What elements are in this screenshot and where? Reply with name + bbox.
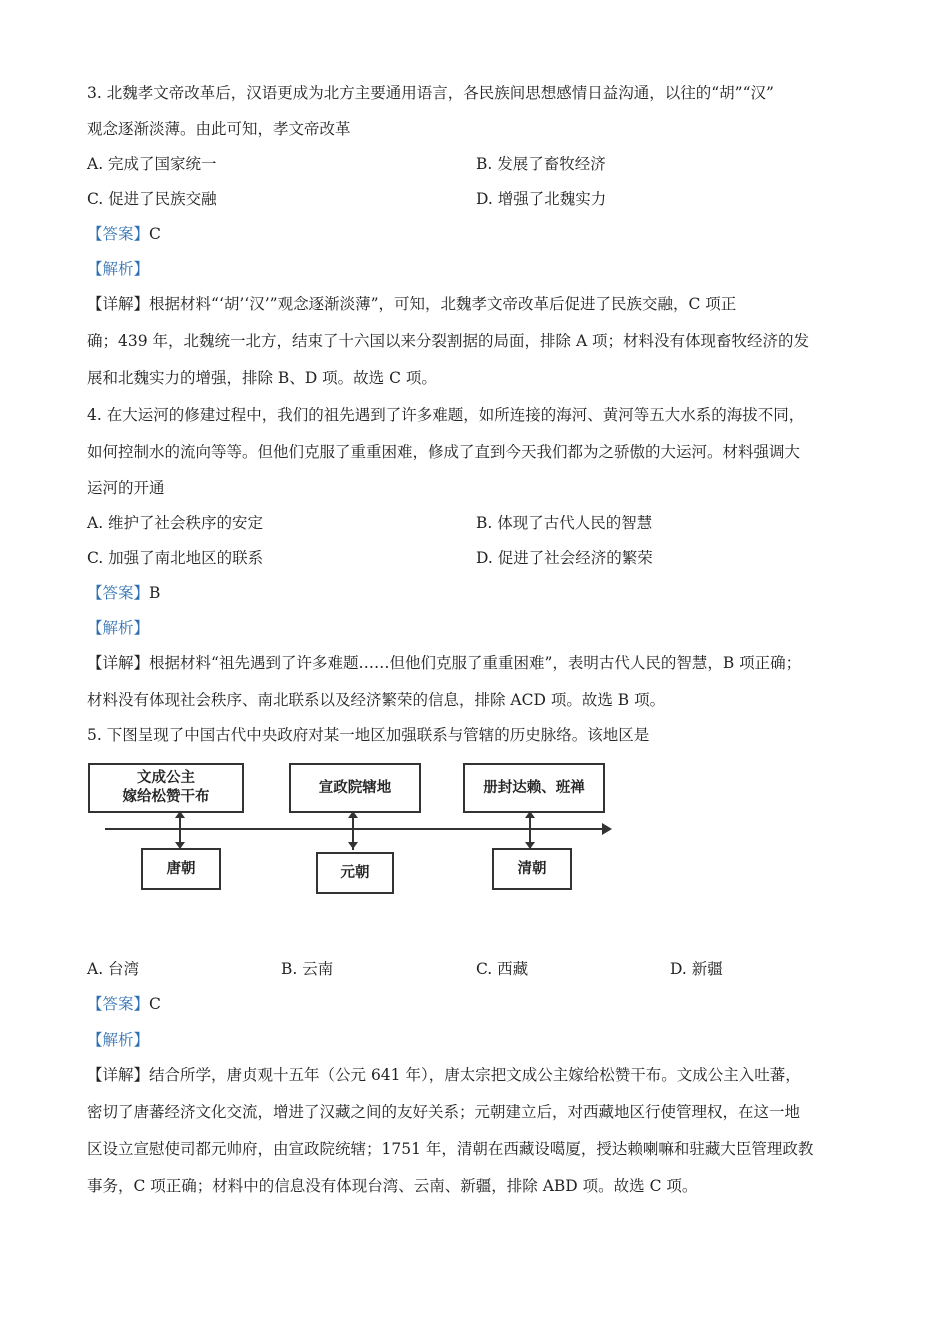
qing-dynasty-box: 清朝 xyxy=(492,848,572,890)
q3-detail-line1 xyxy=(87,294,736,314)
detail-tag: 【详解】 xyxy=(87,654,150,672)
q3-answer xyxy=(87,224,161,244)
tang-event-box xyxy=(88,763,244,813)
analysis-tag: 【解析】 xyxy=(87,1031,150,1049)
q5-detail-line1 xyxy=(87,1065,801,1085)
detail-text: 根据材料“‘胡’‘汉’”观念逐渐淡薄”，可知，北魏孝文帝改革后促进了民族交融，C 项正 xyxy=(149,295,737,313)
q4-stem-line1: 4. 在大运河的修建过程中，我们的祖先遇到了许多难题，如所连接的海河、黄河等五大水系的海拔不同， xyxy=(87,406,805,424)
arrow-down-icon xyxy=(348,842,358,849)
q3-analysis xyxy=(87,259,149,279)
timeline-arrow-icon xyxy=(602,823,612,835)
detail-text: 根据材料“祖先遇到了许多难题……但他们克服了重重困难”，表明古代人民的智慧，B 项正确； xyxy=(149,654,802,672)
yuan-event-box: 宣政院辖地 xyxy=(289,763,421,813)
q4-stem-line3: 运河的开通 xyxy=(87,479,165,497)
yuan-dynasty-box: 元朝 xyxy=(316,852,394,894)
q4-option-a: A. 维护了社会秩序的安定 xyxy=(87,514,264,532)
q5-option-b: B. 云南 xyxy=(281,960,334,978)
q5-stem-line1: 5. 下图呈现了中国古代中央政府对某一地区加强联系与管辖的历史脉络。该地区是 xyxy=(87,726,650,744)
qing-event-box: 册封达赖、班禅 xyxy=(463,763,605,813)
detail-tag: 【详解】 xyxy=(87,295,150,313)
answer-value: C xyxy=(149,995,161,1013)
q3-detail-line2: 确；439 年，北魏统一北方，结束了十六国以来分裂割据的局面，排除 A 项；材料没有体现畜牧经济的发 xyxy=(87,332,810,350)
q5-answer xyxy=(87,994,161,1014)
arrow-up-icon xyxy=(525,811,535,818)
q5-detail-line3: 区设立宣慰使司都元帅府，由宣政院统辖；1751 年，清朝在西藏设噶厦，授达赖喇嘛和驻藏大臣管理政教 xyxy=(87,1140,814,1158)
detail-text: 结合所学，唐贞观十五年（公元 641 年），唐太宗把文成公主嫁给松赞干布。文成公主入吐蕃， xyxy=(149,1066,801,1084)
q4-stem-line2: 如何控制水的流向等等。但他们克服了重重困难，修成了直到今天我们都为之骄傲的大运河。材料强调大 xyxy=(87,443,801,461)
q3-option-d: D. 增强了北魏实力 xyxy=(476,190,607,208)
analysis-tag: 【解析】 xyxy=(87,619,150,637)
q3-detail-line3: 展和北魏实力的增强，排除 B、D 项。故选 C 项。 xyxy=(87,369,437,387)
q3-stem-line2: 观念逐渐淡薄。由此可知，孝文帝改革 xyxy=(87,120,351,138)
arrow-up-icon xyxy=(348,811,358,818)
answer-tag: 【答案】 xyxy=(87,995,150,1013)
analysis-tag: 【解析】 xyxy=(87,260,150,278)
answer-tag: 【答案】 xyxy=(87,584,150,602)
arrow-up-icon xyxy=(175,811,185,818)
q5-option-a: A. 台湾 xyxy=(87,960,140,978)
q4-option-b: B. 体现了古代人民的智慧 xyxy=(476,514,653,532)
answer-value: B xyxy=(149,584,161,602)
timeline-diagram xyxy=(88,756,618,896)
tang-dynasty-box: 唐朝 xyxy=(141,848,221,890)
q3-option-b: B. 发展了畜牧经济 xyxy=(476,155,606,173)
q4-answer xyxy=(87,583,160,603)
q5-option-c: C. 西藏 xyxy=(476,960,529,978)
q4-analysis xyxy=(87,618,149,638)
q3-stem-line1: 3. 北魏孝文帝改革后，汉语更成为北方主要通用语言，各民族间思想感情日益沟通，以往的“胡”“汉” xyxy=(87,84,774,102)
q5-detail-line4: 事务，C 项正确；材料中的信息没有体现台湾、云南、新疆，排除 ABD 项。故选 C 项。 xyxy=(87,1177,698,1195)
q5-option-d: D. 新疆 xyxy=(670,960,723,978)
answer-value: C xyxy=(149,225,161,243)
q4-detail-line2: 材料没有体现社会秩序、南北联系以及经济繁荣的信息，排除 ACD 项。故选 B 项。 xyxy=(87,691,666,709)
q5-detail-line2: 密切了唐蕃经济文化交流，增进了汉藏之间的友好关系；元朝建立后，对西藏地区行使管理权，在这一地 xyxy=(87,1103,801,1121)
detail-tag: 【详解】 xyxy=(87,1066,150,1084)
tang-event-line1: 文成公主 xyxy=(137,770,195,786)
tang-event-line2: 嫁给松赞干布 xyxy=(122,789,210,805)
q3-option-c: C. 促进了民族交融 xyxy=(87,190,217,208)
q4-option-d: D. 促进了社会经济的繁荣 xyxy=(476,549,653,567)
q5-analysis xyxy=(87,1030,149,1050)
q4-detail-line1 xyxy=(87,653,801,673)
q3-option-a: A. 完成了国家统一 xyxy=(87,155,217,173)
answer-tag: 【答案】 xyxy=(87,225,150,243)
q4-option-c: C. 加强了南北地区的联系 xyxy=(87,549,264,567)
